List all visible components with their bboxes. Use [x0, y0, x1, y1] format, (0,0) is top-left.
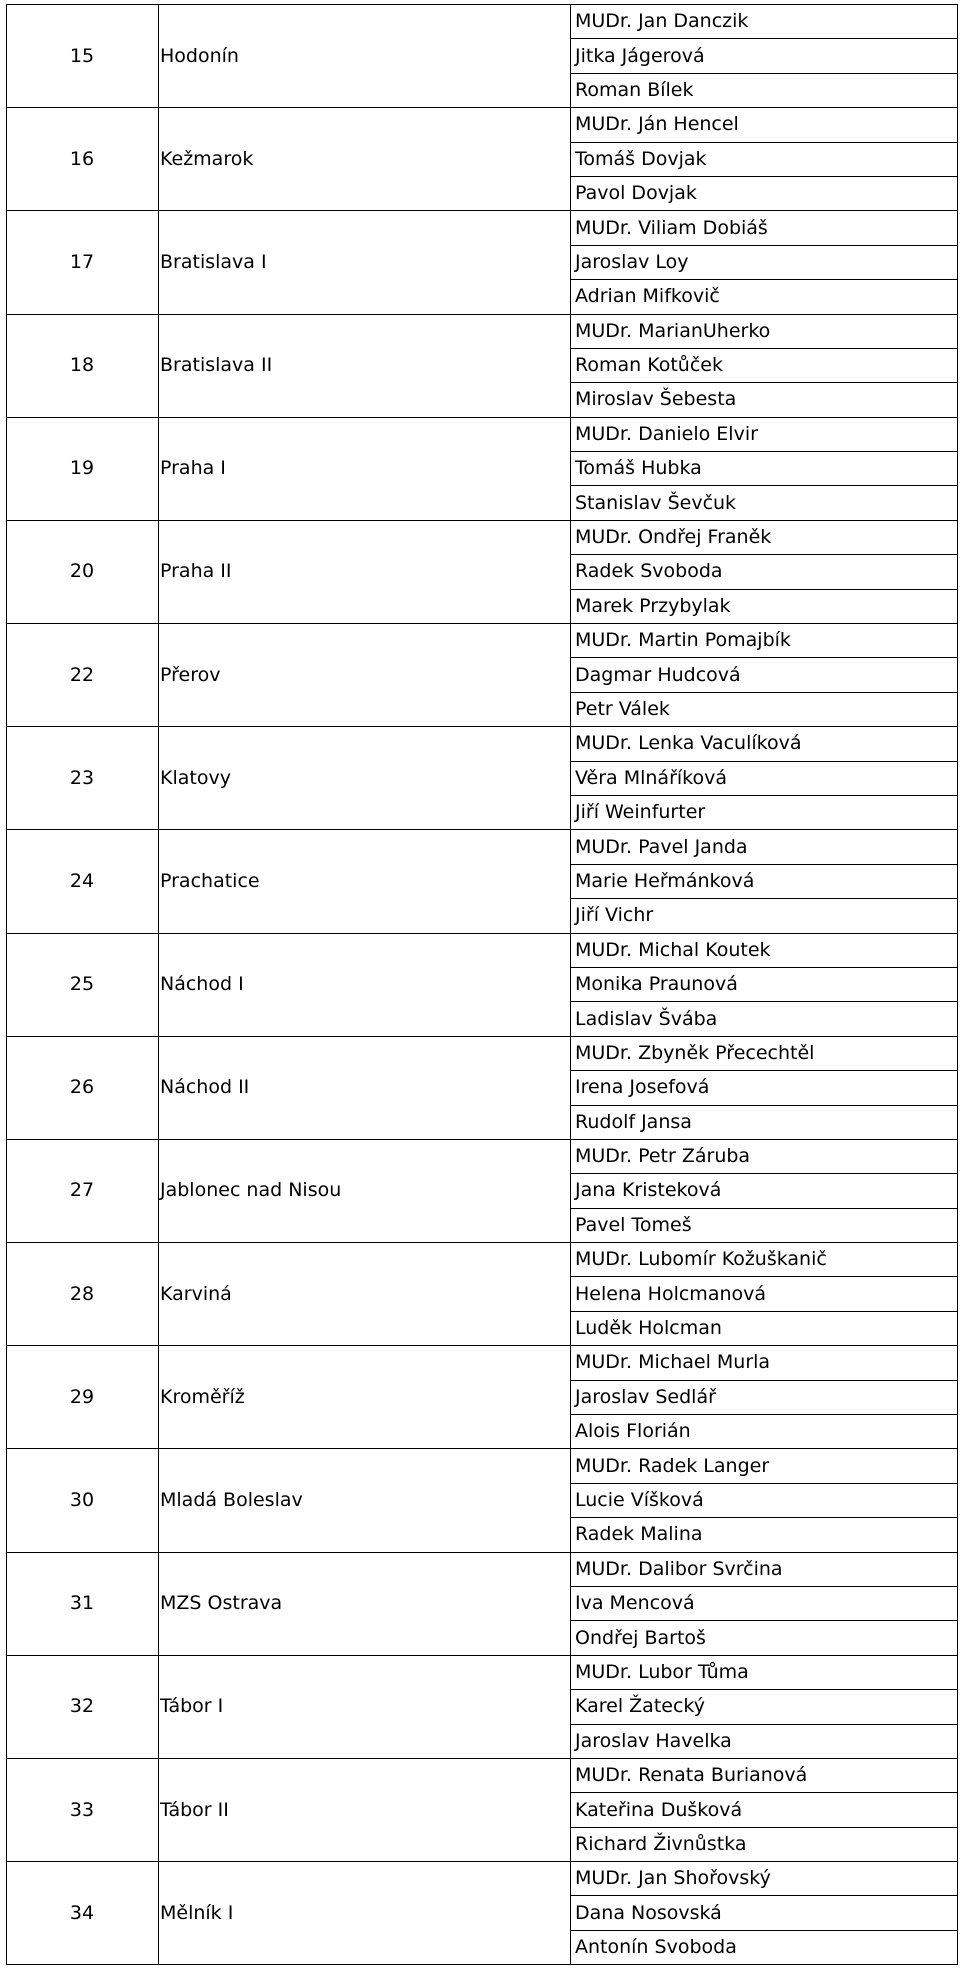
- team-place-cell: [159, 417, 571, 520]
- team-member: Jitka Jágerová: [571, 39, 958, 73]
- team-row: [7, 933, 958, 967]
- team-row: [7, 1655, 958, 1689]
- team-place-cell: [159, 1552, 571, 1655]
- team-member: Rudolf Jansa: [571, 1105, 958, 1139]
- team-member: Ondřej Bartoš: [571, 1621, 958, 1655]
- team-member: Richard Živnůstka: [571, 1827, 958, 1861]
- team-number: 22: [69, 663, 95, 686]
- team-number: 17: [69, 250, 95, 273]
- team-member: Věra Mlnáříková: [571, 761, 958, 795]
- team-label-cell: [7, 108, 159, 211]
- team-label-cell: [7, 314, 159, 417]
- team-member: Marek Przybylak: [571, 589, 958, 623]
- team-label-cell: [7, 211, 159, 314]
- team-place-cell: [159, 830, 571, 933]
- team-place-cell: [159, 211, 571, 314]
- team-row: [7, 417, 958, 451]
- team-member: Pavol Dovjak: [571, 176, 958, 210]
- team-row: [7, 727, 958, 761]
- team-label-cell: [7, 5, 159, 108]
- team-place-cell: [159, 5, 571, 108]
- team-place: Kežmarok: [160, 147, 254, 170]
- team-place: Náchod II: [160, 1076, 250, 1099]
- team-place: Hodonín: [160, 44, 239, 67]
- team-label-cell: [7, 417, 159, 520]
- team-member: Kateřina Dušková: [571, 1793, 958, 1827]
- team-member: Jiří Vichr: [571, 899, 958, 933]
- team-member: Ladislav Švába: [571, 1002, 958, 1036]
- team-number: 20: [69, 560, 95, 583]
- team-member: Alois Florián: [571, 1415, 958, 1449]
- team-place-cell: [159, 1243, 571, 1346]
- team-place-cell: [159, 314, 571, 417]
- team-number: 23: [69, 766, 95, 789]
- team-member: MUDr. Dalibor Svrčina: [571, 1552, 958, 1586]
- team-member: Monika Praunová: [571, 967, 958, 1001]
- team-member: Jaroslav Loy: [571, 245, 958, 279]
- team-place: Bratislava II: [160, 354, 273, 377]
- team-place: Mělník I: [160, 1901, 234, 1924]
- team-label-cell: [7, 624, 159, 727]
- team-label-cell: [7, 727, 159, 830]
- team-place-cell: [159, 108, 571, 211]
- team-member: Luděk Holcman: [571, 1311, 958, 1345]
- team-member: MUDr. Ján Hencel: [571, 108, 958, 142]
- team-place: Tábor I: [160, 1695, 224, 1718]
- team-number: 28: [69, 1282, 95, 1305]
- team-member: Helena Holcmanová: [571, 1277, 958, 1311]
- team-row: [7, 1862, 958, 1896]
- team-number: 26: [69, 1076, 95, 1099]
- team-place-cell: [159, 1655, 571, 1758]
- team-row: [7, 5, 958, 39]
- team-member: Jana Kristeková: [571, 1174, 958, 1208]
- team-row: [7, 830, 958, 864]
- team-member: MUDr. MarianUherko: [571, 314, 958, 348]
- team-member: Jaroslav Havelka: [571, 1724, 958, 1758]
- team-row: [7, 624, 958, 658]
- team-member: MUDr. Lubor Tůma: [571, 1655, 958, 1689]
- team-place-cell: [159, 1758, 571, 1861]
- team-label-cell: [7, 1139, 159, 1242]
- team-label-cell: [7, 1346, 159, 1449]
- team-member: MUDr. Lubomír Kožuškanič: [571, 1243, 958, 1277]
- team-member: Miroslav Šebesta: [571, 383, 958, 417]
- team-label-cell: [7, 933, 159, 1036]
- team-member: Marie Heřmánková: [571, 864, 958, 898]
- team-number: 33: [69, 1798, 95, 1821]
- team-member: MUDr. Jan Shořovský: [571, 1862, 958, 1896]
- team-member: MUDr. Pavel Janda: [571, 830, 958, 864]
- team-place: Náchod I: [160, 973, 244, 996]
- team-number: 25: [69, 973, 95, 996]
- team-member: MUDr. Petr Záruba: [571, 1139, 958, 1173]
- team-number: 32: [69, 1695, 95, 1718]
- team-place: Přerov: [160, 663, 221, 686]
- team-place-cell: [159, 1862, 571, 1965]
- team-place-cell: [159, 624, 571, 727]
- team-label-cell: [7, 1655, 159, 1758]
- team-row: [7, 211, 958, 245]
- team-label-cell: [7, 520, 159, 623]
- team-row: [7, 1449, 958, 1483]
- team-place: Bratislava I: [160, 250, 267, 273]
- team-member: MUDr. Ondřej Franěk: [571, 520, 958, 554]
- team-place-cell: [159, 1346, 571, 1449]
- team-row: [7, 1552, 958, 1586]
- team-row: [7, 1139, 958, 1173]
- team-member: Irena Josefová: [571, 1071, 958, 1105]
- team-label-cell: [7, 1862, 159, 1965]
- team-member: MUDr. Michael Murla: [571, 1346, 958, 1380]
- team-place: Praha I: [160, 457, 226, 480]
- team-member: Dagmar Hudcová: [571, 658, 958, 692]
- team-member: Pavel Tomeš: [571, 1208, 958, 1242]
- team-label-cell: [7, 1758, 159, 1861]
- team-label-cell: [7, 1036, 159, 1139]
- team-member: Roman Bílek: [571, 73, 958, 107]
- team-place-cell: [159, 1139, 571, 1242]
- team-place-cell: [159, 520, 571, 623]
- team-place: Klatovy: [160, 766, 231, 789]
- team-place: Jablonec nad Nisou: [160, 1179, 342, 1202]
- team-member: Iva Mencová: [571, 1586, 958, 1620]
- team-member: MUDr. Martin Pomajbík: [571, 624, 958, 658]
- team-member: Dana Nosovská: [571, 1896, 958, 1930]
- team-member: MUDr. Radek Langer: [571, 1449, 958, 1483]
- team-place-cell: [159, 1036, 571, 1139]
- team-number: 24: [69, 869, 95, 892]
- team-number: 15: [69, 44, 95, 67]
- team-member: Radek Malina: [571, 1518, 958, 1552]
- team-member: MUDr. Lenka Vaculíková: [571, 727, 958, 761]
- team-row: [7, 314, 958, 348]
- team-member: Karel Žatecký: [571, 1690, 958, 1724]
- team-place-cell: [159, 727, 571, 830]
- team-number: 16: [69, 147, 95, 170]
- team-member: Stanislav Ševčuk: [571, 486, 958, 520]
- team-member: MUDr. Jan Danczik: [571, 5, 958, 39]
- team-place: Kroměříž: [160, 1385, 245, 1408]
- team-place-cell: [159, 933, 571, 1036]
- team-label-cell: [7, 830, 159, 933]
- team-place: Mladá Boleslav: [160, 1488, 303, 1511]
- team-row: [7, 1758, 958, 1792]
- team-label-cell: [7, 1243, 159, 1346]
- team-member: MUDr. Zbyněk Přecechtěl: [571, 1036, 958, 1070]
- team-place: Tábor II: [160, 1798, 229, 1821]
- team-row: [7, 1036, 958, 1070]
- team-member: Roman Kotůček: [571, 348, 958, 382]
- team-row: [7, 520, 958, 554]
- team-place: MZS Ostrava: [160, 1592, 283, 1615]
- team-member: Lucie Víšková: [571, 1483, 958, 1517]
- team-member: MUDr. Viliam Dobiáš: [571, 211, 958, 245]
- team-member: Jiří Weinfurter: [571, 795, 958, 829]
- team-member: Jaroslav Sedlář: [571, 1380, 958, 1414]
- team-member: Tomáš Dovjak: [571, 142, 958, 176]
- team-row: [7, 1346, 958, 1380]
- team-member: Petr Válek: [571, 692, 958, 726]
- team-number: 34: [69, 1901, 95, 1924]
- team-number: 29: [69, 1385, 95, 1408]
- team-member: MUDr. Michal Koutek: [571, 933, 958, 967]
- team-place-cell: [159, 1449, 571, 1552]
- team-roster-body: [7, 5, 958, 1965]
- team-number: 27: [69, 1179, 95, 1202]
- team-label-cell: [7, 1552, 159, 1655]
- team-number: 19: [69, 457, 95, 480]
- team-member: Radek Svoboda: [571, 555, 958, 589]
- team-number: 18: [69, 354, 95, 377]
- team-number: 30: [69, 1488, 95, 1511]
- team-place: Prachatice: [160, 869, 260, 892]
- team-member: Tomáš Hubka: [571, 452, 958, 486]
- team-member: Adrian Mifkovič: [571, 280, 958, 314]
- team-member: Antonín Svoboda: [571, 1930, 958, 1964]
- team-label-cell: [7, 1449, 159, 1552]
- team-row: [7, 108, 958, 142]
- team-member: MUDr. Renata Burianová: [571, 1758, 958, 1792]
- team-number: 31: [69, 1592, 95, 1615]
- team-row: [7, 1243, 958, 1277]
- team-place: Praha II: [160, 560, 232, 583]
- team-place: Karviná: [160, 1282, 232, 1305]
- team-member: MUDr. Danielo Elvir: [571, 417, 958, 451]
- team-roster-table: [6, 4, 958, 1965]
